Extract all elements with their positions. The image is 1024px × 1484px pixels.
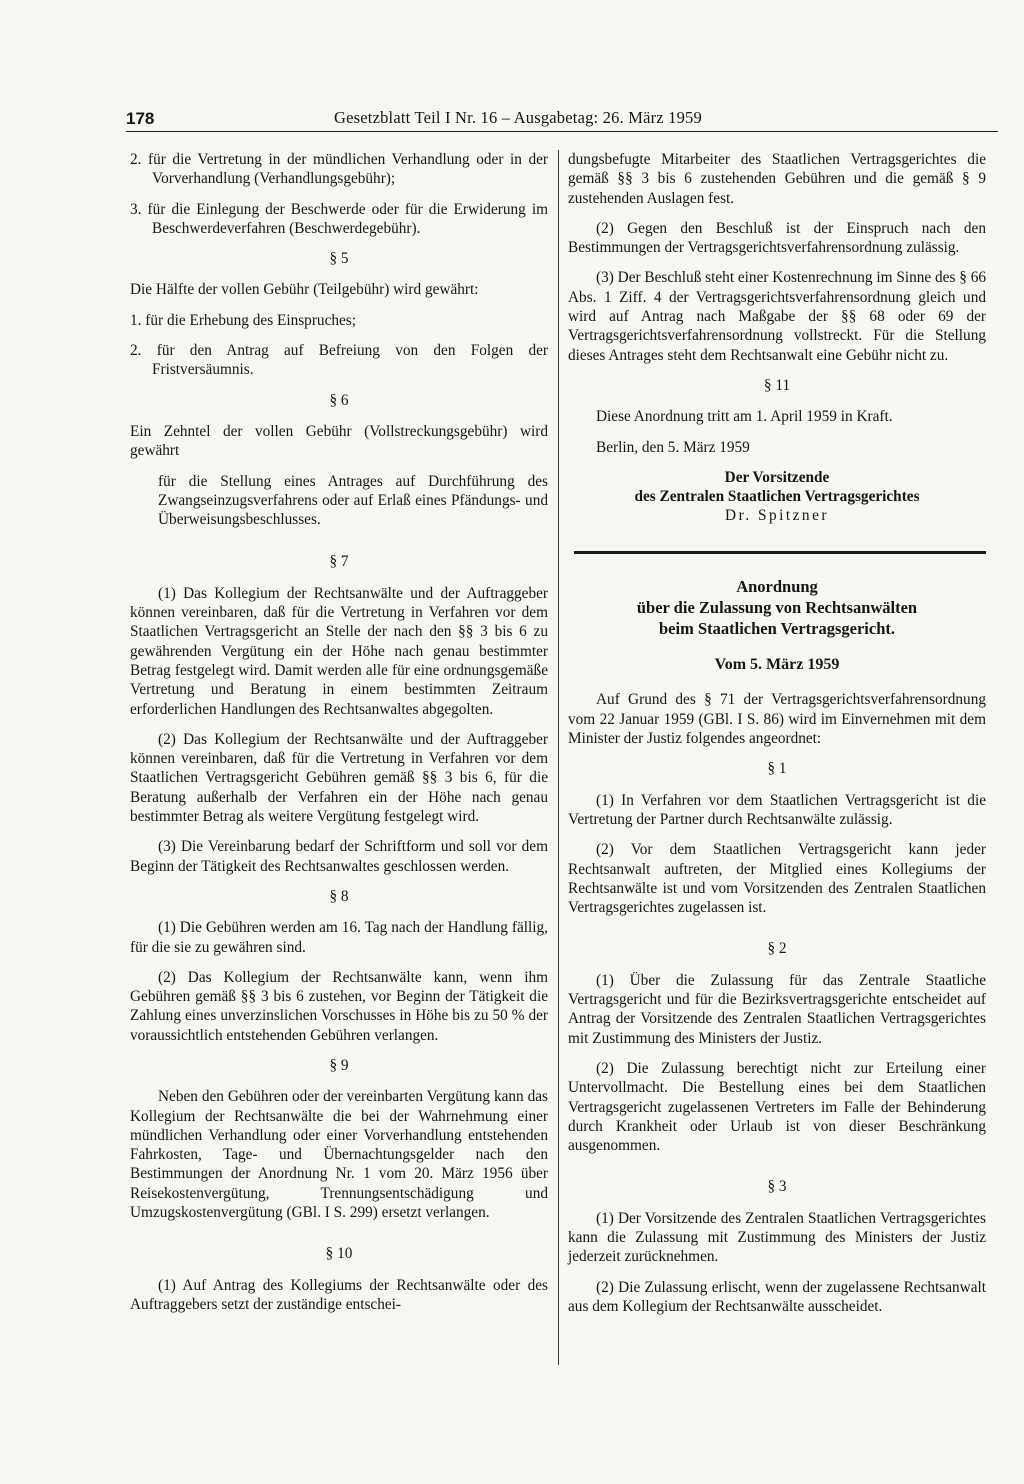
section-7-para-3: (3) Die Vereinbarung bedarf der Schriftform und soll vor dem Beginn der Tätigkeit des Rechtsanwaltes geschlossen werden. xyxy=(130,838,548,875)
section-6-intro: Ein Zehntel der vollen Gebühr (Vollstreckungsgebühr) wird gewährt xyxy=(130,422,548,460)
new-section-3-para-2: (2) Die Zulassung erlischt, wenn der zugelassene Rechtsanwalt aus dem Kollegium der Rechtsanwälte ausscheidet. xyxy=(568,1278,986,1315)
signer-name: Dr. Spitzner xyxy=(725,506,829,524)
new-section-2-para-1: (1) Über die Zulassung für das Zentrale Staatliche Vertragsgericht und für die Bezirksvertragsgerichte entscheidet auf Antrag der Vorsitzende des Zentralen Staatlichen Vertragsgerichtes mit Zustimmung des Ministers der Justiz. xyxy=(568,971,986,1047)
section-10-continuation: dungsbefugte Mitarbeiter des Staatlichen Vertragsgerichtes die gemäß §§ 3 bis 6 zustehenden Gebühren und die gemäß § 9 zustehenden Auslagen fest. xyxy=(568,151,986,207)
separator-rule xyxy=(574,551,986,554)
new-order-title xyxy=(568,576,986,639)
section-5-item-1: 1. für die Erhebung des Einspruches; xyxy=(130,311,356,329)
left-column xyxy=(130,150,548,1325)
header-title: Gesetzblatt Teil I Nr. 16 – Ausgabetag: 26. März 1959 xyxy=(334,108,702,127)
section-8-para-1: (1) Die Gebühren werden am 16. Tag nach der Handlung fällig, für die sie zu gewähren sind. xyxy=(130,919,548,956)
new-order-title-line-3: beim Staatlichen Vertragsgericht. xyxy=(658,619,895,639)
new-section-2-heading: § 2 xyxy=(767,940,787,958)
right-column xyxy=(568,150,986,1327)
section-8-para-2: (2) Das Kollegium der Rechtsanwälte kann, wenn ihm Gebühren gemäß §§ 3 bis 6 zustehen, vor Beginn der Tätigkeit die Zahlung eines unverzinslichen Vorschusses in Höhe bis zu 50 % der voraussichtlich entstehenden Gebühren verlangen. xyxy=(130,968,548,1044)
new-section-1-para-1: (1) In Verfahren vor dem Staatlichen Vertragsgericht ist die Vertretung der Partner durch Rechtsanwälte zulässig. xyxy=(568,791,986,828)
section-5-intro: Die Hälfte der vollen Gebühr (Teilgebühr) wird gewährt: xyxy=(130,281,479,299)
column-divider xyxy=(558,150,559,1365)
section-7-para-1: (1) Das Kollegium der Rechtsanwälte und der Auftraggeber können vereinbaren, daß für die Vertretung in Verfahren vor dem Staatlichen Vertragsgericht an Stelle der nach den §§ 3 bis 6 zu gewährenden Vergütung ein der Höhe nach genau bestimmter Betrag festgelegt wird. Damit werden alle für eine ordnungsgemäße Vertretung und Beratung in einem bestimmten Zeitraum erforderlichen Handlungen des Rechtsanwaltes abgegolten. xyxy=(130,584,548,718)
section-10-heading: § 10 xyxy=(325,1245,353,1263)
place-date: Berlin, den 5. März 1959 xyxy=(596,438,750,456)
section-11-heading: § 11 xyxy=(763,376,791,394)
section-9-para-1: Neben den Gebühren oder der vereinbarten Vergütung kann das Kollegium der Rechtsanwälte die bei der Wahrnehmung einer mündlichen Verhandlung oder einer Vorverhandlung entstehenden Fahrkosten, Tage- und Übernachtungsgelder nach den Bestimmungen der Anordnung Nr. 1 vom 20. März 1956 über Reisekostenvergütung, Trennungsentschädigung und Umzugskostenvergütung (GBl. I S. 299) ersetzt verlangen. xyxy=(130,1088,548,1222)
section-10-para-2: (2) Gegen den Beschluß ist der Einspruch nach den Bestimmungen der Vertragsgerichtsverfahrensordnung zulässig. xyxy=(568,219,986,257)
section-8-heading: § 8 xyxy=(329,887,349,905)
section-5-heading: § 5 xyxy=(329,250,349,268)
new-order-date: Vom 5. März 1959 xyxy=(714,656,840,674)
page-header xyxy=(126,107,998,132)
section-6-body: für die Stellung eines Antrages auf Durchführung des Zwangseinzugsverfahrens oder auf Erlaß eines Pfändungs- und Überweisungsbeschlusses. xyxy=(158,472,548,529)
p4-item-2: 2. für die Vertretung in der mündlichen Verhandlung oder in der Vorverhandlung (Verhandlungsgebühr); xyxy=(130,151,548,188)
new-section-2-para-2: (2) Die Zulassung berechtigt nicht zur Erteilung einer Untervollmacht. Die Bestellung eines bei dem Staatlichen Vertragsgericht zugelassenen Vertreters im Falle der Behinderung durch Krankheit oder Urlaub ist von dieser Beschränkung ausgenommen. xyxy=(568,1059,986,1155)
section-7-para-2: (2) Das Kollegium der Rechtsanwälte und der Auftraggeber können vereinbaren, daß für die Vertretung in Verfahren vor dem Staatlichen Vertragsgericht Gebühren gemäß §§ 3 bis 6, für die Beratung außerhalb der Verfahren ein der Höhe nach genau bestimmter Betrag als weitere Vergütung festgelegt wird. xyxy=(130,730,548,826)
new-order-title-line-2: über die Zulassung von Rechtsanwälten xyxy=(636,598,918,618)
section-5-item-2: 2. für den Antrag auf Befreiung von den Folgen der Fristversäumnis. xyxy=(130,342,548,379)
section-10-para-3: (3) Der Beschluß steht einer Kostenrechnung im Sinne des § 66 Abs. 1 Ziff. 4 der Vertragsgerichtsverfahrensordnung gleich und wird auf Antrag nach Maßgabe der §§ 68 oder 69 der Vertragsgerichtsverfahrensordnung vollstreckt. Für die Stellung dieses Antrages steht dem Rechtsanwalt eine Gebühr nicht zu. xyxy=(568,269,986,364)
preamble: Auf Grund des § 71 der Vertragsgerichtsverfahrensordnung vom 22 Januar 1959 (GBl. I S. 86) wird im Einvernehmen mit dem Minister der Justiz folgendes angeordnet: xyxy=(568,691,986,748)
section-11-para-1: Diese Anordnung tritt am 1. April 1959 in Kraft. xyxy=(596,408,893,426)
page-number: 178 xyxy=(126,109,155,128)
section-6-heading: § 6 xyxy=(329,391,349,409)
signature-line-1: Der Vorsitzende xyxy=(724,468,830,486)
signature-line-2: des Zentralen Staatlichen Vertragsgerichtes xyxy=(634,487,920,505)
new-section-3-para-1: (1) Der Vorsitzende des Zentralen Staatlichen Vertragsgerichtes kann die Zulassung mit Zustimmung des Ministers der Justiz jederzeit zurücknehmen. xyxy=(568,1209,986,1266)
section-7-heading: § 7 xyxy=(329,553,349,571)
new-section-3-heading: § 3 xyxy=(767,1178,787,1196)
new-order-title-line-1: Anordnung xyxy=(736,577,818,597)
section-9-heading: § 9 xyxy=(329,1056,349,1074)
section-10-para-1: (1) Auf Antrag des Kollegiums der Rechtsanwälte oder des Auftraggebers setzt der zuständige entschei- xyxy=(130,1276,548,1313)
new-section-1-para-2: (2) Vor dem Staatlichen Vertragsgericht kann jeder Rechtsanwalt auftreten, der Mitglied eines Kollegiums der Rechtsanwälte ist und vom Vorsitzenden des Zentralen Staatlichen Vertragsgerichtes zugelassen ist. xyxy=(568,841,986,917)
new-section-1-heading: § 1 xyxy=(767,760,787,778)
p4-item-3: 3. für die Einlegung der Beschwerde oder für die Erwiderung im Beschwerdeverfahren (Beschwerdegebühr). xyxy=(130,200,548,237)
